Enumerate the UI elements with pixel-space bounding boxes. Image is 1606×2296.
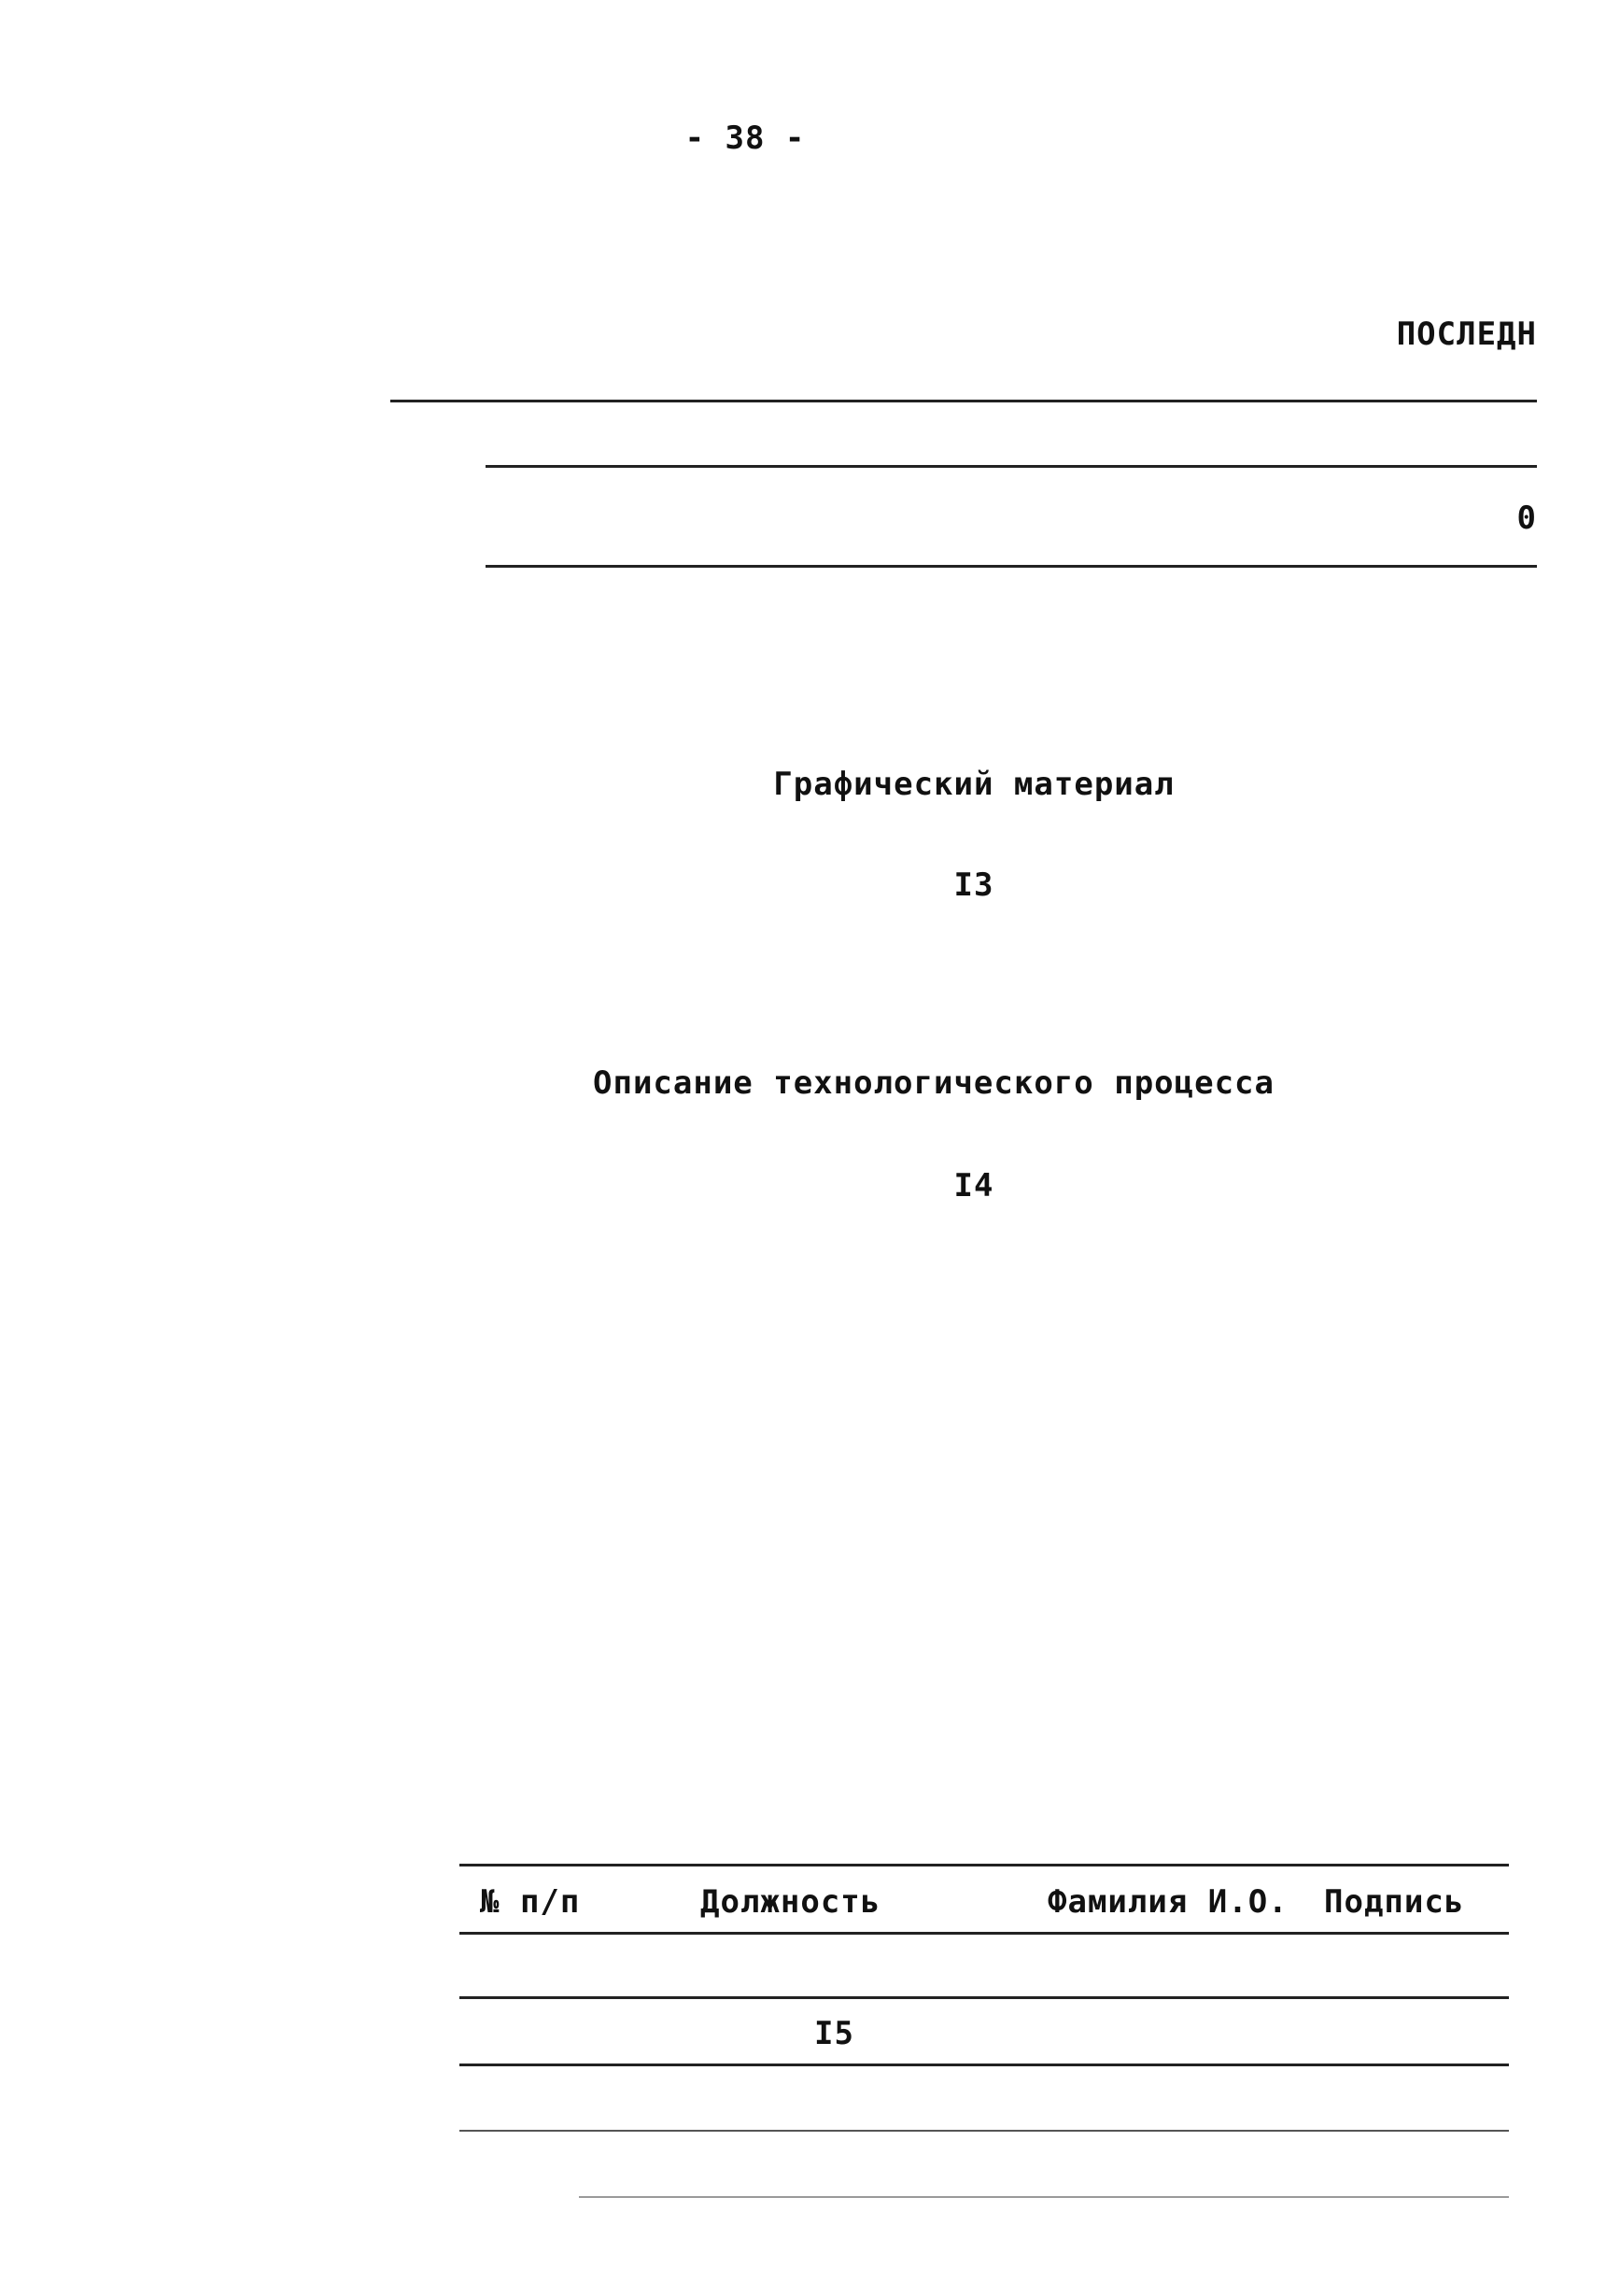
header-rule-bottom (486, 565, 1537, 568)
table-row-number: I5 (814, 2015, 854, 2052)
column-header-position: Должность (700, 1883, 881, 1921)
section-title-graphic-material: Графический материал (773, 766, 1175, 803)
column-header-number: № п/п (480, 1883, 581, 1921)
table-rule-header (459, 1932, 1509, 1935)
section-title-process-description: Описание технологического процесса (593, 1064, 1275, 1102)
section-number-process-description: I4 (953, 1167, 994, 1204)
header-rule-middle (486, 465, 1537, 468)
table-rule-lower (459, 2130, 1509, 2132)
table-rule-faint (579, 2196, 1509, 2198)
table-rule-top (459, 1864, 1509, 1866)
section-number-graphic-material: I3 (953, 866, 994, 904)
column-header-name: Фамилия И.О. (1048, 1883, 1289, 1921)
header-label: ПОСЛЕДН (1396, 316, 1537, 353)
table-rule-row-top (459, 1996, 1509, 1999)
header-value: 0 (1516, 500, 1537, 537)
column-header-signature: Подпись (1324, 1883, 1465, 1921)
header-rule-top (390, 400, 1537, 402)
page-number: - 38 - (684, 120, 806, 157)
table-rule-row-bottom (459, 2064, 1509, 2066)
